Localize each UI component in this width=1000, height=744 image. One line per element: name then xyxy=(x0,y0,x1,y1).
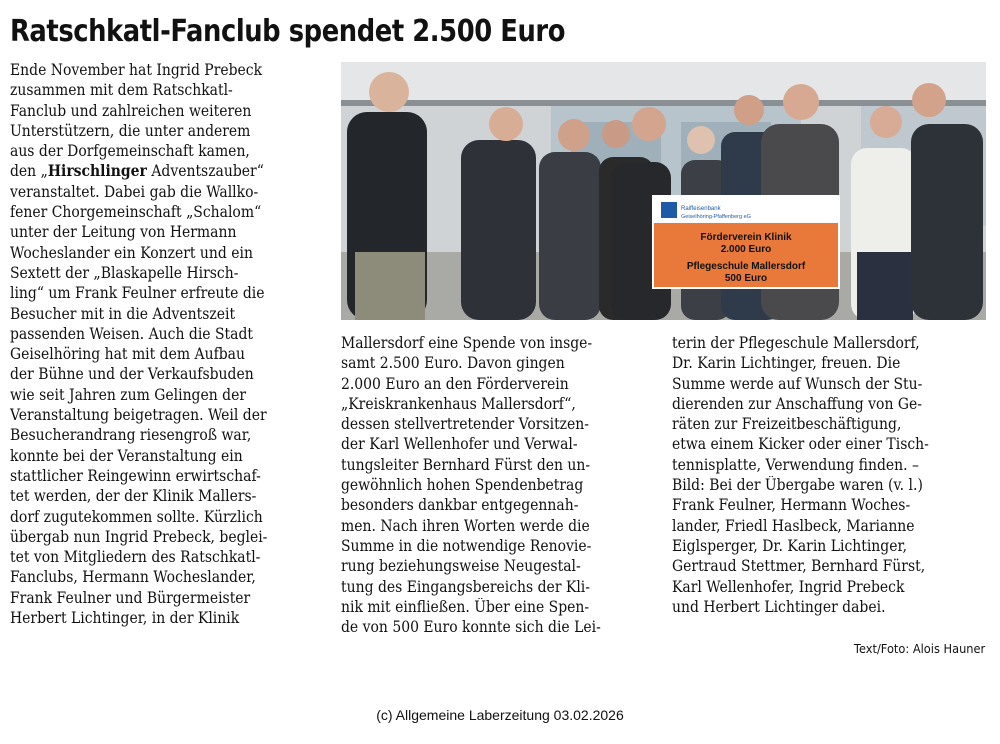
text-line: räten zur Freizeitbeschäftigung, xyxy=(672,415,902,434)
text-line: tet von Mitgliedern des Ratschkatl- xyxy=(10,548,261,567)
text-line: Frank Feulner und Bürgermeister xyxy=(10,588,251,607)
text-line: und Herbert Lichtinger dabei. xyxy=(672,597,886,616)
text-line: Karl Wellenhofer, Ingrid Prebeck xyxy=(672,577,905,596)
text-line: Eiglsperger, Dr. Karin Lichtinger, xyxy=(672,536,908,555)
sign-bank-name: Raiffeisenbank xyxy=(681,206,721,212)
text-line: veranstaltet. Dabei gab die Wallko- xyxy=(10,182,259,201)
text-line: Bild: Bei der Übergabe waren (v. l.) xyxy=(672,476,923,495)
text-line: Mallersdorf eine Spende von insge- xyxy=(341,334,593,352)
article-photo xyxy=(341,62,986,320)
text-line: fener Chorgemeinschaft „Schalom“ xyxy=(10,203,262,222)
text-line: lander, Friedl Haslbeck, Marianne xyxy=(672,516,915,535)
sign-amount-2: 500 Euro xyxy=(724,273,768,284)
text-line: tet werden, der der Klinik Mallers- xyxy=(10,487,257,506)
text-line: der Bühne und der Verkaufsbuden xyxy=(10,365,254,384)
text-line: tung des Eingangsbereichs der Kli- xyxy=(341,577,590,596)
text-line: rung beziehungsweise Neugestal- xyxy=(341,557,581,576)
text-line: unter der Leitung von Hermann xyxy=(10,223,237,242)
event-name-bold: Hirschlinger xyxy=(47,161,147,181)
text-line: konnte bei der Veranstaltung ein xyxy=(10,446,243,465)
text-line: passenden Weisen. Auch die Stadt xyxy=(10,324,253,343)
text-line: etwa einem Kicker oder einer Tisch- xyxy=(672,435,929,454)
text-line: den „Hirschlinger Adventszauber“ xyxy=(10,161,264,181)
text-line: Wocheslander ein Konzert und ein xyxy=(10,243,253,262)
text-line: übergab nun Ingrid Prebeck, beglei- xyxy=(10,527,268,546)
article-column-2 xyxy=(341,333,630,637)
text-line: Besucherandrang riesengroß war, xyxy=(10,426,252,445)
text-line: Sextett der „Blaskapelle Hirsch- xyxy=(10,263,239,282)
text-line: ling“ um Frank Feulner erfreute die xyxy=(10,284,265,303)
text-line: Frank Feulner, Hermann Woches- xyxy=(672,496,911,515)
text-line: samt 2.500 Euro. Davon gingen xyxy=(341,354,565,373)
text-line: Dr. Karin Lichtinger, freuen. Die xyxy=(672,354,901,373)
photo-credit: Text/Foto: Alois Hauner xyxy=(853,642,985,656)
text-line: 2.000 Euro an den Förderverein xyxy=(341,374,569,393)
text-line: tungsleiter Bernhard Fürst den un- xyxy=(341,455,591,474)
sign-bank-region: Geiselhöring-Pfaffenberg eG xyxy=(681,214,751,220)
text-line: Fanclub und zahlreichen weiteren xyxy=(10,101,252,120)
article-column-1 xyxy=(10,60,296,628)
text-line: Unterstützern, die unter anderem xyxy=(10,121,251,140)
text-line: zusammen mit dem Ratschkatl- xyxy=(10,81,233,100)
headline: Ratschkatl-Fanclub spendet 2.500 Euro xyxy=(10,14,566,49)
text-line: besonders dankbar entgegennah- xyxy=(341,496,579,515)
text-line: terin der Pflegeschule Mallersdorf, xyxy=(672,334,920,352)
text-line: dierenden zur Anschaffung von Ge- xyxy=(672,394,922,413)
text-line: Summe in die notwendige Renovie- xyxy=(341,536,592,555)
text-line: aus der Dorfgemeinschaft kamen, xyxy=(10,142,250,161)
bank-logo-icon xyxy=(661,202,677,218)
text-line: Besucher mit in die Adventszeit xyxy=(10,304,236,323)
text-line: der Karl Wellenhofer und Verwal- xyxy=(341,435,578,454)
text-line: nik mit einfließen. Über eine Spen- xyxy=(341,597,590,616)
text-line: tennisplatte, Verwendung finden. – xyxy=(672,455,919,474)
copyright-footer: (c) Allgemeine Laberzeitung 03.02.2026 xyxy=(376,707,624,723)
sign-amount-1: 2.000 Euro xyxy=(720,244,772,255)
text-line: Geiselhöring hat mit dem Aufbau xyxy=(10,345,245,364)
text-line: Herbert Lichtinger, in der Klinik xyxy=(10,609,240,628)
article-column-3 xyxy=(672,333,957,617)
text-line: dessen stellvertretender Vorsitzen- xyxy=(341,415,589,434)
sign-line-2: Pflegeschule Mallersdorf xyxy=(686,261,806,272)
text-line: Summe werde auf Wunsch der Stu- xyxy=(672,374,923,393)
text-line: Fanclubs, Hermann Wocheslander, xyxy=(10,568,256,587)
text-line: dorf zugutekommen sollte. Kürzlich xyxy=(10,507,263,526)
text-line: wie seit Jahren zum Gelingen der xyxy=(10,385,247,404)
text-line: Veranstaltung beigetragen. Weil der xyxy=(10,406,267,425)
sign-line-1: Förderverein Klinik xyxy=(700,232,792,243)
donation-sign xyxy=(653,196,839,288)
text-line: Gertraud Stettmer, Bernhard Fürst, xyxy=(672,557,926,576)
text-line: men. Nach ihren Worten werde die xyxy=(341,516,590,535)
text-line: stattlicher Reingewinn erwirtschaf- xyxy=(10,466,261,485)
text-line: gewöhnlich hohen Spendenbetrag xyxy=(341,476,584,495)
text-line: de von 500 Euro konnte sich die Lei- xyxy=(341,618,601,637)
text-line: „Kreiskrankenhaus Mallersdorf“, xyxy=(341,394,576,413)
text-line: Ende November hat Ingrid Prebeck xyxy=(10,61,263,79)
